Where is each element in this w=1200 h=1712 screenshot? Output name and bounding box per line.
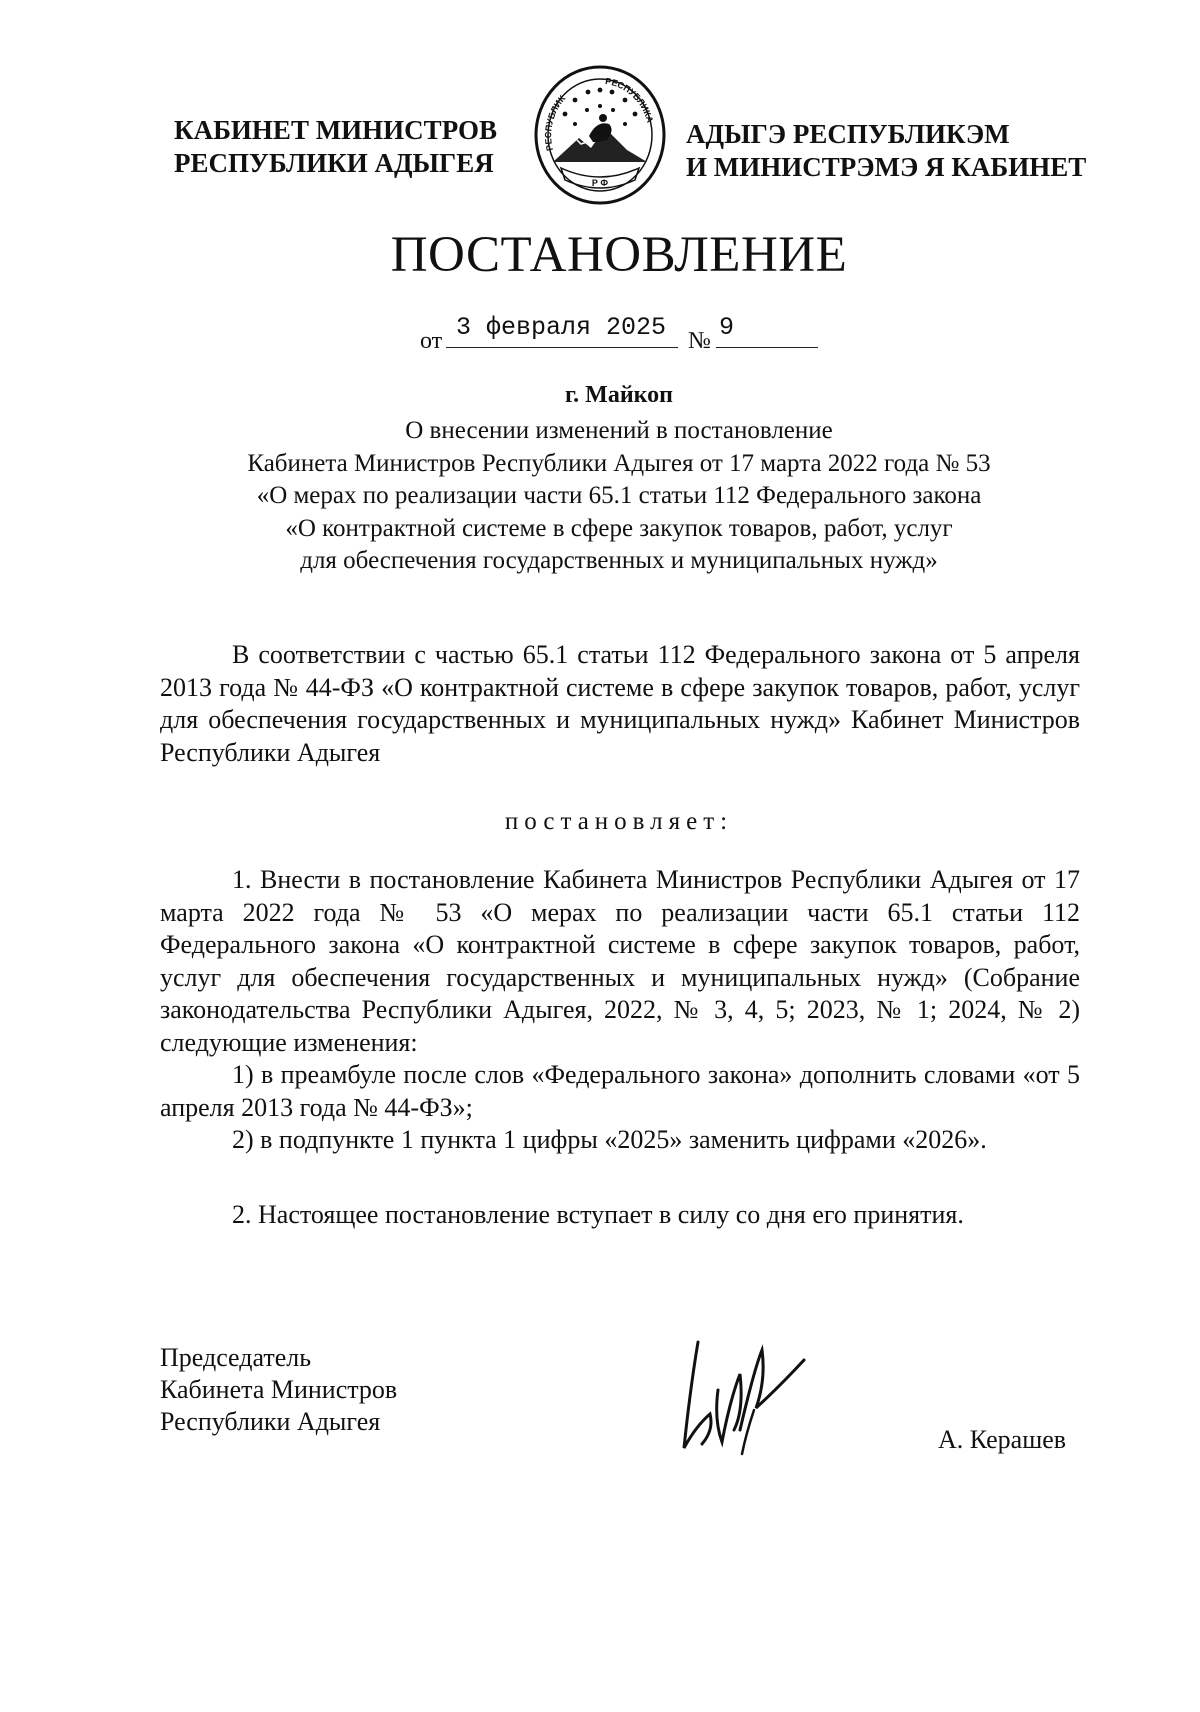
resolves-heading: постановляет:: [504, 808, 734, 835]
document-subject: [0, 415, 1200, 578]
svg-text:РЕСПУБЛИКА: [605, 76, 656, 124]
item-2: [160, 1199, 1080, 1232]
emblem-text-bottom: Р Ф: [591, 178, 609, 188]
svg-text:РЕСПУБЛИК: [543, 93, 567, 152]
number-underline: [716, 316, 818, 348]
subject-line: «О контрактной системе в сфере закупок товаров, работ, услуг: [285, 514, 953, 542]
subject-line: Кабинета Министров Республики Адыгея от 17 марта 2022 года № 53: [247, 449, 991, 477]
subject-line: О внесении изменений в постановление: [405, 417, 833, 444]
cabinet-name-adyghe-line2: И МИНИСТРЭМЭ Я КАБИНЕТ: [686, 152, 1087, 182]
item-1-subitem-2: 2) в подпункте 1 пункта 1 цифры «2025» заменить цифрами «2026».: [232, 1125, 987, 1154]
emblem-text-right: РЕСПУБЛИКА: [604, 75, 656, 124]
item-2-text: 2. Настоящее постановление вступает в силу со дня его принятия.: [232, 1200, 964, 1229]
number-prefix: №: [688, 328, 711, 354]
subject-line: «О мерах по реализации части 65.1 статьи 112 Федерального закона: [256, 482, 982, 509]
date-underline: [446, 316, 678, 348]
item-1-text: 1. Внести в постановление Кабинета Министров Республики Адыгея от 17 марта 2022 года № 53 «О мерах по реализации части 65.1 статьи 112 Федерального закона «О контрактной системе в сфере закупок товаров, работ, услуг для обеспечения государственных и муниципальных нужд» (Собрание законодательства Республики Адыгея, 2022, № 3, 4, 5; 2023, № 1; 2024, № 2) следующие изменения:: [160, 865, 1080, 1057]
handwritten-signature-icon: [670, 1330, 810, 1460]
signatory-position: [160, 1342, 397, 1438]
document-date: 3 февраля 2025: [456, 313, 667, 342]
position-line1: Председатель: [160, 1343, 312, 1372]
item-1: [160, 864, 1080, 1157]
position-line3: Республики Адыгея: [160, 1407, 381, 1436]
cabinet-name-line1: КАБИНЕТ МИНИСТРОВ: [174, 115, 498, 145]
preamble-text: В соответствии с частью 65.1 статьи 112 Федерального закона от 5 апреля 2013 года № 44-ФЗ «О контрактной системе в сфере закупок товаров, работ, услуг для обеспечения государственных и муниципальных нужд» Кабинет Министров Республики Адыгея: [160, 640, 1080, 767]
signer-name: А. Керашев: [938, 1425, 1067, 1454]
document-city: г. Майкоп: [564, 382, 673, 408]
subject-line: для обеспечения государственных и муниципальных нужд»: [300, 547, 938, 574]
coat-of-arms-icon: [531, 62, 669, 208]
cabinet-name-adyghe: [686, 118, 1086, 184]
date-prefix: от: [420, 328, 443, 354]
cabinet-name-adyghe-line1: АДЫГЭ РЕСПУБЛИКЭМ: [686, 119, 1010, 149]
cabinet-name-russian: [174, 114, 497, 180]
preamble: [160, 639, 1080, 769]
document-title: ПОСТАНОВЛЕНИЕ: [390, 227, 848, 283]
emblem-text-left: РЕСПУБЛИК: [543, 93, 568, 152]
document-number: 9: [719, 313, 735, 342]
item-1-subitem-1: 1) в преамбуле после слов «Федерального закона» дополнить словами «от 5 апреля 2013 года № 44-ФЗ»;: [160, 1060, 1080, 1122]
cabinet-name-line2: РЕСПУБЛИКИ АДЫГЕЯ: [174, 148, 494, 178]
position-line2: Кабинета Министров: [160, 1375, 398, 1404]
